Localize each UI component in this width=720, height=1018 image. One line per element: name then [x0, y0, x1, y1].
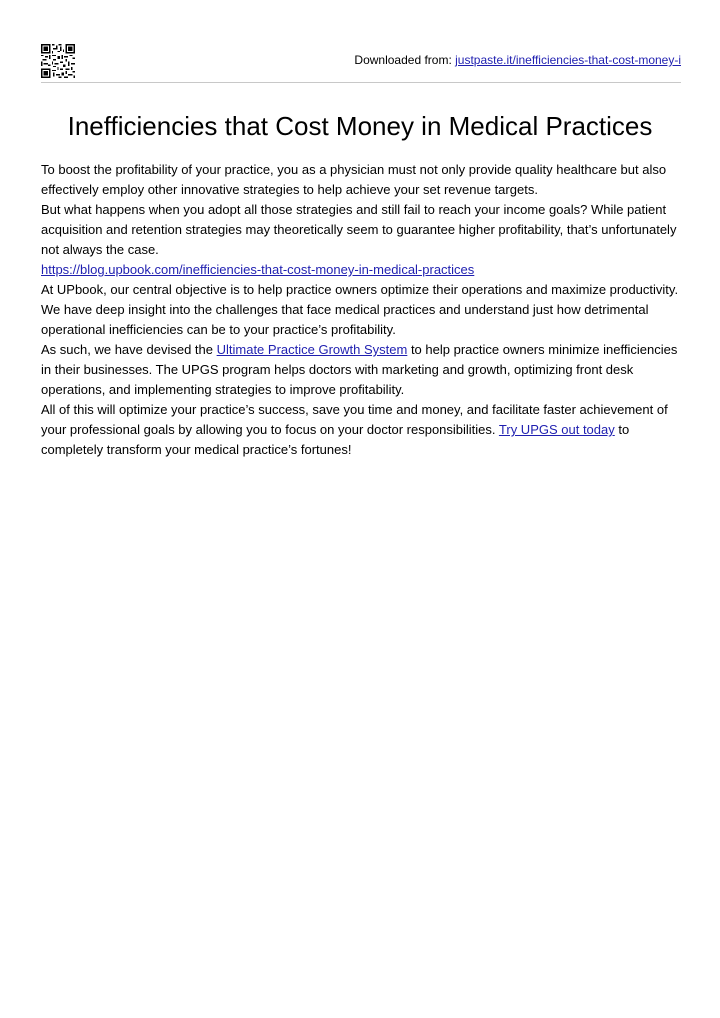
blog-article-link[interactable]: https://blog.upbook.com/inefficiencies-that-cost-money-in-medical-practices: [41, 262, 475, 277]
header-divider: [41, 82, 681, 83]
page-title: Inefficiencies that Cost Money in Medical Practices: [67, 111, 653, 141]
try-upgs-link[interactable]: Try UPGS out today: [498, 422, 615, 437]
paragraph-upgs: [41, 340, 681, 400]
closing-text-before: All of this will optimize your practice’s success, save you time and money, and facilitate faster achievement of your professional goals by allowing you to focus on your doctor responsibilities.: [41, 402, 668, 437]
source-link[interactable]: justpaste.it/inefficiencies-that-cost-money-i: [455, 53, 681, 67]
paragraph-upbook-objective: At UPbook, our central objective is to help practice owners optimize their operations and maximize productivity. We have deep insight into the challenges that face medical practices and understand just how detrimental operational inefficiencies can be to your practice’s profitability.: [41, 282, 679, 337]
paragraph-intro: To boost the profitability of your practice, you as a physician must not only provide quality healthcare but also effectively employ other innovative strategies to help achieve your set revenue targets.: [41, 162, 667, 197]
downloaded-from-label: Downloaded from:: [354, 53, 456, 67]
upgs-text-after: to help practice owners minimize inefficiencies in their businesses. The UPGS program helps doctors with marketing and growth, optimizing front desk operations, and implementing strategies to improve profitability.: [41, 342, 678, 397]
paragraph-closing: [41, 400, 681, 460]
downloaded-from-notice: [354, 53, 681, 67]
paragraph-blog-link: [41, 260, 681, 280]
upgs-text-before: As such, we have devised the: [41, 342, 217, 357]
paragraph-question: But what happens when you adopt all those strategies and still fail to reach your income goals? While patient acquisition and retention strategies may theoretically seem to guarantee higher profitability, that’s unfortunately not always the case.: [41, 202, 677, 257]
ultimate-practice-growth-system-link[interactable]: Ultimate Practice Growth System: [216, 342, 408, 357]
article-body: [41, 160, 681, 460]
page-header: [41, 44, 681, 78]
qr-code-icon: [41, 44, 75, 78]
closing-text-after: to completely transform your medical practice’s fortunes!: [41, 422, 630, 457]
